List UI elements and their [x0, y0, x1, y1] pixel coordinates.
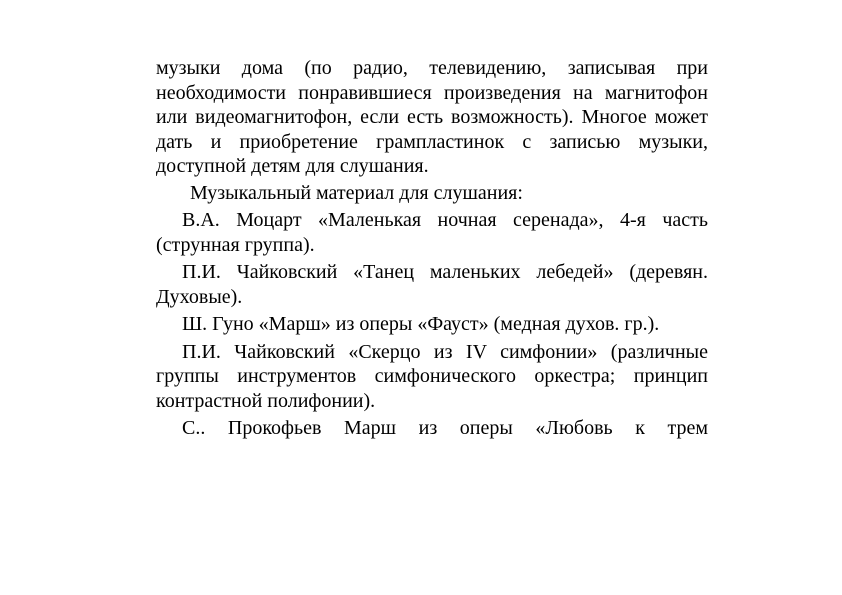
listening-material-heading: Музыкальный материал для слушания: [190, 181, 523, 204]
list-item-tchaikovsky-swans: П.И. Чайковский «Танец маленьких лебедей» (деревян. Духовые). [156, 261, 708, 308]
list-item-mozart: В.А. Моцарт «Маленькая ночная серенада», 4-я часть (струнная группа). [156, 209, 708, 256]
list-item-prokofiev: С.. Прокофьев Марш из оперы «Любовь к трем [182, 417, 708, 439]
intro-paragraph: музыки дома (по радио, телевидению, записывая при необходимости понравившиеся произведения на магнитофон или видеомагнитофон, если есть возможность). Многое может дать и приобретение грампластинок с записью музыки, доступной детям для слушания. [156, 57, 708, 177]
list-item-tchaikovsky-scherzo: П.И. Чайковский «Скерцо из IV симфонии» (различные группы инструментов симфонического оркестра; принцип контрастной полифонии). [156, 340, 708, 412]
document-body [156, 56, 708, 441]
list-item-gounod: Ш. Гуно «Марш» из оперы «Фауст» (медная духов. гр.). [182, 313, 660, 335]
